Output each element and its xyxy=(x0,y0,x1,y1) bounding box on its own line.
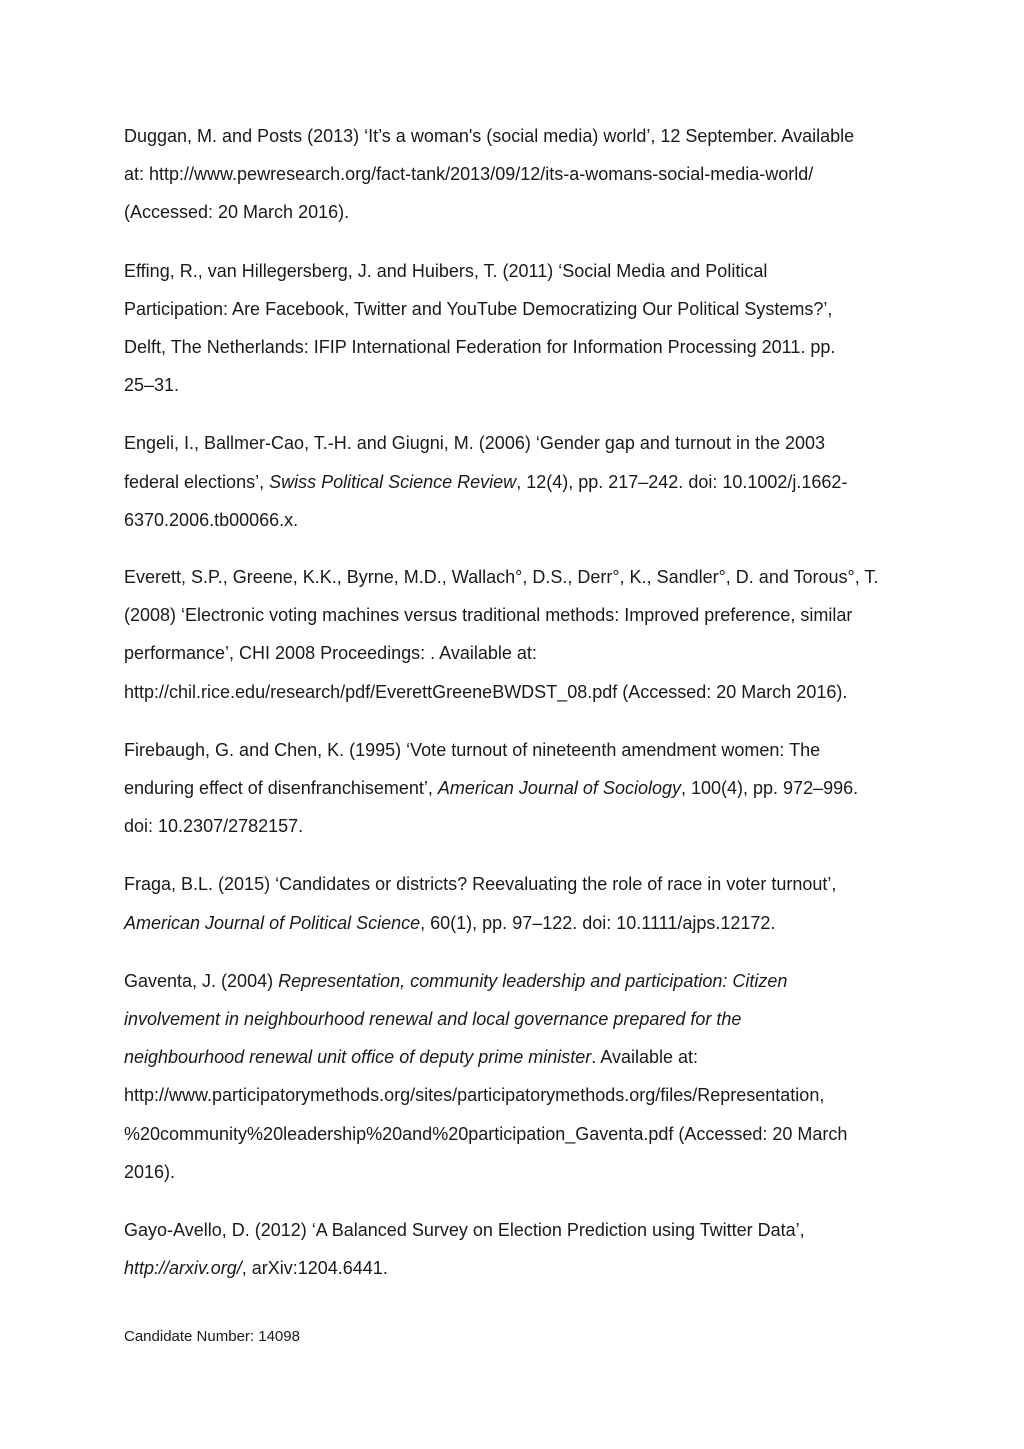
reference-line: (Accessed: 20 March 2016). xyxy=(124,202,350,223)
reference-line: 6370.2006.tb00066.x. xyxy=(124,509,299,530)
reference-fraga xyxy=(124,865,904,941)
reference-line: %20community%20leadership%20and%20participation_Gaventa.pdf (Accessed: 20 March xyxy=(124,1123,848,1144)
reference-duggan xyxy=(124,117,904,232)
reference-line: Gayo-Avello, D. (2012) ‘A Balanced Survey on Election Prediction using Twitter Data’, xyxy=(124,1220,805,1241)
reference-line: Firebaugh, G. and Chen, K. (1995) ‘Vote turnout of nineteenth amendment women: The xyxy=(124,739,821,760)
reference-line xyxy=(124,769,904,807)
reference-everett xyxy=(124,558,904,711)
reference-line: Engeli, I., Ballmer-Cao, T.-H. and Giugni, M. (2006) ‘Gender gap and turnout in the 2003 xyxy=(124,433,826,454)
journal-title: Swiss Political Science Review xyxy=(269,471,517,492)
work-title: involvement in neighbourhood renewal and local governance prepared for the xyxy=(124,1009,742,1030)
reference-gayo-avello xyxy=(124,1211,904,1287)
reference-line: 25–31. xyxy=(124,375,180,396)
reference-list xyxy=(124,117,904,1307)
reference-line: performance’, CHI 2008 Proceedings: . Available at: xyxy=(124,643,537,664)
reference-line xyxy=(124,1038,904,1076)
reference-text: , arXiv:1204.6441. xyxy=(241,1258,388,1279)
reference-line: Delft, The Netherlands: IFIP International Federation for Information Processing 2011. pp. xyxy=(124,337,836,358)
reference-text: federal elections’, xyxy=(124,471,270,492)
reference-text: , 60(1), pp. 97–122. doi: 10.1111/ajps.12172. xyxy=(420,912,776,933)
work-title: neighbourhood renewal unit office of deputy prime minister xyxy=(124,1047,592,1068)
candidate-number: Candidate Number: 14098 xyxy=(124,1328,300,1345)
reference-line: Everett, S.P., Greene, K.K., Byrne, M.D., Wallach°, D.S., Derr°, K., Sandler°, D. and Torous°, T. xyxy=(124,567,879,588)
work-title: Representation, community leadership and participation: Citizen xyxy=(278,970,788,991)
reference-line xyxy=(124,904,904,942)
reference-text: Gaventa, J. (2004) xyxy=(124,970,279,991)
reference-line xyxy=(124,463,904,501)
reference-text: . Available at: xyxy=(591,1047,699,1068)
journal-title: American Journal of Sociology xyxy=(437,778,681,799)
reference-text: , 100(4), pp. 972–996. xyxy=(680,778,859,799)
reference-line xyxy=(124,1249,904,1287)
reference-line: http://www.participatorymethods.org/sites/participatorymethods.org/files/Representation, xyxy=(124,1085,825,1106)
reference-line: doi: 10.2307/2782157. xyxy=(124,816,304,837)
reference-line: Effing, R., van Hillegersberg, J. and Huibers, T. (2011) ‘Social Media and Political xyxy=(124,260,768,281)
source-url: http://arxiv.org/ xyxy=(124,1258,242,1279)
reference-effing xyxy=(124,252,904,405)
reference-gaventa xyxy=(124,962,904,1191)
reference-line: 2016). xyxy=(124,1161,176,1182)
reference-engeli xyxy=(124,424,904,539)
reference-line: Fraga, B.L. (2015) ‘Candidates or districts? Reevaluating the role of race in voter turnout’, xyxy=(124,874,837,895)
reference-line: Duggan, M. and Posts (2013) ‘It’s a woman's (social media) world’, 12 September. Available xyxy=(124,126,855,146)
reference-text: , 12(4), pp. 217–242. doi: 10.1002/j.1662- xyxy=(516,471,848,492)
reference-text: enduring effect of disenfranchisement’, xyxy=(124,778,438,799)
reference-line: http://chil.rice.edu/research/pdf/EverettGreeneBWDST_08.pdf (Accessed: 20 March 2016). xyxy=(124,681,848,702)
reference-firebaugh xyxy=(124,731,904,846)
reference-line: Participation: Are Facebook, Twitter and YouTube Democratizing Our Political Systems?’, xyxy=(124,298,833,319)
page-footer xyxy=(124,1327,300,1347)
reference-line xyxy=(124,1000,904,1038)
reference-line: (2008) ‘Electronic voting machines versus traditional methods: Improved preference, similar xyxy=(124,605,853,626)
reference-line xyxy=(124,962,904,1000)
reference-line: at: http://www.pewresearch.org/fact-tank/2013/09/12/its-a-womans-social-media-world/ xyxy=(124,164,814,185)
journal-title: American Journal of Political Science xyxy=(124,912,421,933)
